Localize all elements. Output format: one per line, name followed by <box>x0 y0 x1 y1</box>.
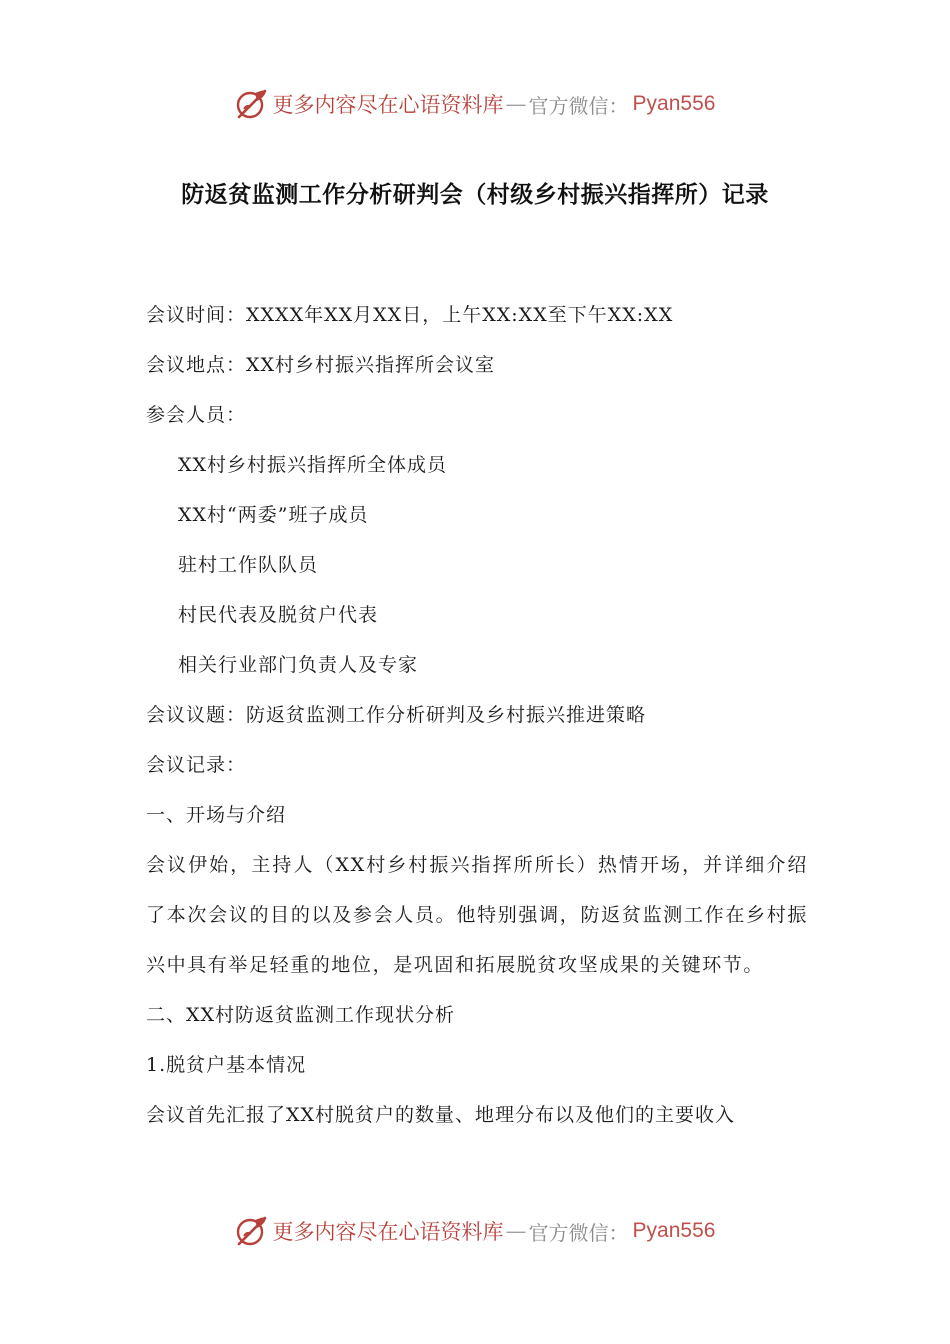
subsection-heading: 1.脱贫户基本情况 <box>146 1054 307 1076</box>
watermark-slogan: 更多内容尽在心语资料库 <box>272 93 504 117</box>
section-heading: 二、XX村防返贫监测工作现状分析 <box>146 1004 456 1026</box>
record-label: 会议记录： <box>146 754 247 776</box>
attendee-item: XX村乡村振兴指挥所全体成员 <box>178 454 448 476</box>
attendees-label: 参会人员： <box>146 404 247 426</box>
attendee-item: 驻村工作队队员 <box>178 554 319 576</box>
watermark-wechat-id: Pyan556 <box>632 1219 716 1242</box>
footer-watermark <box>0 1209 950 1253</box>
document-body <box>146 290 808 1140</box>
section-heading: 一、开场与介绍 <box>146 804 287 826</box>
header-watermark <box>0 82 950 126</box>
meeting-place: 会议地点：XX村乡村振兴指挥所会议室 <box>146 354 496 376</box>
subsection-paragraph: 会议首先汇报了XX村脱贫户的数量、地理分布以及他们的主要收入 <box>146 1104 736 1126</box>
attendee-item: 村民代表及脱贫户代表 <box>178 604 379 626</box>
section-paragraph: 会议伊始，主持人（XX村乡村振兴指挥所所长）热情开场，并详细介绍了本次会议的目的以及参会人员。他特别强调，防返贫监测工作在乡村振兴中具有举足轻重的地位，是巩固和拓展脱贫攻坚成果的关键环节。 <box>146 854 808 976</box>
watermark-official-label: 官方微信： <box>528 93 629 118</box>
meeting-time: 会议时间：XXXX年XX月XX日，上午XX:XX至下午XX:XX <box>146 304 674 326</box>
watermark-wechat-id: Pyan556 <box>632 92 716 115</box>
quill-logo-icon <box>235 87 269 121</box>
attendee-item: XX村“两委”班子成员 <box>178 504 369 526</box>
watermark-slogan: 更多内容尽在心语资料库 <box>272 1220 504 1244</box>
watermark-separator: — <box>505 92 527 116</box>
watermark-separator: — <box>505 1219 527 1243</box>
attendee-item: 相关行业部门负责人及专家 <box>178 654 419 676</box>
meeting-topic: 会议议题：防返贫监测工作分析研判及乡村振兴推进策略 <box>146 704 647 726</box>
document-title: 防返贫监测工作分析研判会（村级乡村振兴指挥所）记录 <box>181 182 769 208</box>
watermark-official-label: 官方微信： <box>528 1220 629 1245</box>
quill-logo-icon <box>235 1214 269 1248</box>
